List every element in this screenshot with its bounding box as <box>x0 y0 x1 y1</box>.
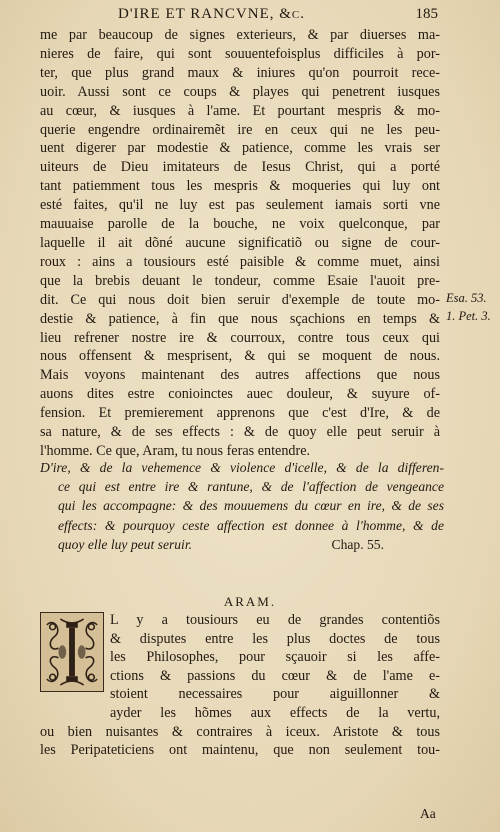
catchword: Aa <box>420 806 436 821</box>
text-line: ou bien nuisantes & contraires à iceux. Aristote & tous <box>40 723 440 740</box>
text-line: uiteurs de Dieu imitateurs de Iesus Christ, qui a porté <box>40 159 440 176</box>
summary-line: effects: & pourquoy ceste affection est donnee à l'homme, & de <box>58 517 444 533</box>
chapter-number: Chap. 55. <box>331 536 384 552</box>
summary-line: ce qui est entre ire & rantune, & de l'affection de vengeance <box>58 479 444 495</box>
margin-note-esaie: Esa. 53. <box>446 291 487 305</box>
text-line: stoient necessaires pour aiguillonner & <box>110 686 440 703</box>
text-line: destie & patience, à fin que nous sçachions en temps & <box>40 310 440 327</box>
text-line: L y a tousiours eu de grandes contentiõs <box>110 612 440 628</box>
text-line: sa nature, & de ses effects : & de quoy elle peut seruir à <box>40 424 440 441</box>
text-line: Mais voyons maintenant des autres affections que nous <box>40 367 440 384</box>
text-line: laquelle il ait dõné aucune significatiõ ou signe de cour- <box>40 234 440 251</box>
chapter-paragraph <box>40 611 440 760</box>
chapter-summary <box>40 458 444 554</box>
text-line: nous offensent & mesprisent, & qui se moquent de nous. <box>40 348 440 365</box>
page-number: 185 <box>415 6 438 22</box>
text-line: & disputes entre les plus doctes de tous <box>110 630 440 647</box>
summary-line: qui les accompagne: & des mouuemens du cœur en ire, & de ses <box>58 498 444 514</box>
text-line: me par beaucoup de signes exterieurs, & par diuerses ma- <box>40 27 440 43</box>
main-paragraph <box>40 26 440 461</box>
summary-line: D'ire, & de la vehemence & violence d'icelle, & de la differen- <box>40 460 444 475</box>
text-line: les Philosophes, pour sçauoir si les affe- <box>110 649 440 666</box>
text-line: fension. Et premierement apprenons que c'est d'Ire, & de <box>40 405 440 422</box>
text-line: uoir. Aussi sont ce coups & playes qui penetrent iusques <box>40 83 440 100</box>
text-line: lieu refrener nostre ire & courroux, contre tous ceux qui <box>40 329 440 346</box>
text-line: ctions & passions du cœur & de l'ame e- <box>110 667 440 684</box>
page-header <box>0 4 500 26</box>
text-line: auons dites estre conioinctes auec douleur, & suyure of- <box>40 386 440 403</box>
text-line: les Peripateticiens ont maintenu, que non seulement tou- <box>40 742 440 759</box>
text-line: roux : ains a tousiours esté paisible & comme muet, ainsi <box>40 253 440 270</box>
text-line: nieres de faire, qui sont souuentefoisplus difficiles à por- <box>40 45 440 62</box>
text-line: ayder les hõmes aux effects de la vertu, <box>110 704 440 721</box>
text-line: mauuaise parolle de la bouche, ne voix quelconque, par <box>40 216 440 233</box>
summary-line-final <box>40 535 444 554</box>
summary-text: quoy elle luy peut seruir. <box>58 536 193 552</box>
text-line: l'homme. Ce que, Aram, tu nous feras entendre. <box>40 442 311 459</box>
text-line: tant patiemment tous les mespris & moqueries qui luy ont <box>40 178 440 195</box>
margin-note-pierre: 1. Pet. 3. <box>446 309 491 323</box>
text-line: dit. Ce qui nous doit bien seruir d'exemple de toute mo- <box>40 291 440 308</box>
text-line: que la brebis deuant le tondeur, comme Esaie l'auoit pre- <box>40 272 440 289</box>
text-line: ter, que plus grand maux & iniures qu'on pourroit rece- <box>40 64 440 81</box>
speaker-name: ARAM. <box>223 594 277 609</box>
text-line: querie engendre ordinairemẽt ire en ceux qui ne les peu- <box>40 121 440 138</box>
running-head: D'IRE ET RANCVNE, &c. <box>118 6 306 22</box>
text-line: esté faites, qu'il ne luy est pas seulement iamais sorti vne <box>40 197 440 214</box>
text-line: uent digerer par modestie & patience, comme les vrais ser <box>40 140 440 157</box>
text-line: au cœur, & iusques à l'ame. Et pourtant mespris & mo- <box>40 102 440 119</box>
